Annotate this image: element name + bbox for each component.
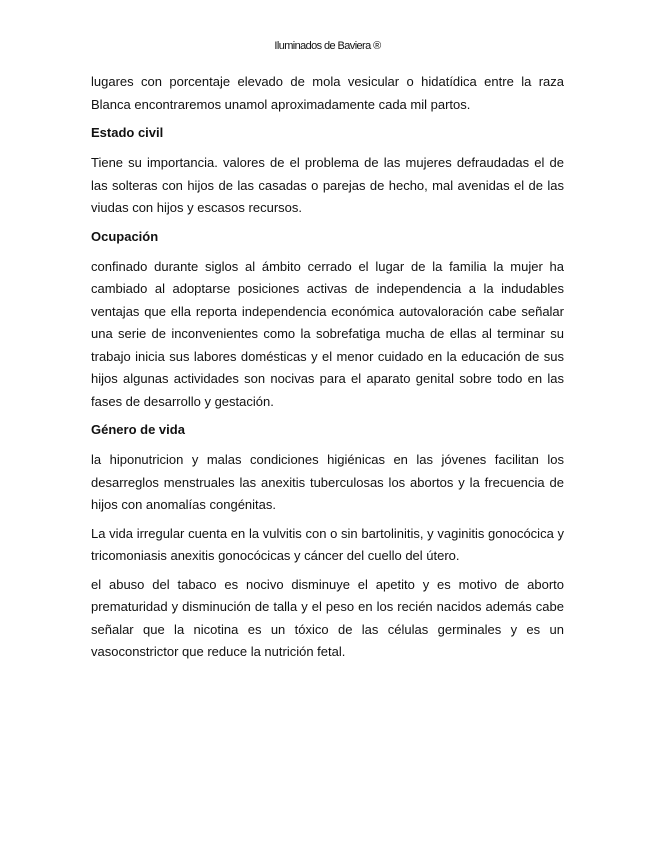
running-header: Iluminados de Baviera ® [274, 40, 381, 52]
section-heading-genero-de-vida: Género de vida [91, 422, 185, 437]
section-heading-ocupacion: Ocupación [91, 228, 159, 244]
paragraph-ocupacion: confinado durante siglos al ámbito cerrado el lugar de la familia la mujer ha cambiado al adoptarse posiciones activas de independencia a la indudables ventajas que ella reporta independencia económica autovaloración cabe señalar una serie de inconvenientes como la sobrefatiga mucha de ellas al terminar su trabajo inicia sus labores domésticas y el menor cuidado en la educación de sus hijos algunas actividades son nocivas para el aparato genital sobre todo en las fases de desarrollo y gestación. [91, 258, 564, 409]
paragraph-estado-civil: Tiene su importancia. valores de el problema de las mujeres defraudadas el de las solteras con hijos de las casadas o parejas de hecho, mal avenidas el de las viudas con hijos y escasos recursos. [91, 155, 564, 215]
paragraph-vida-irregular: La vida irregular cuenta en la vulvitis con o sin bartolinitis, y vaginitis gonocócica y tricomoniasis anexitis gonocócicas y cáncer del cuello del útero. [91, 525, 564, 563]
document-body [91, 71, 564, 670]
section-heading-estado-civil: Estado civil [91, 125, 164, 140]
paragraph-abuso-tabaco: el abuso del tabaco es nocivo disminuye el apetito y es motivo de aborto prematuridad y disminución de talla y el peso en los recién nacidos además cabe señalar que la nicotina es un tóxico de las células germinales y es un vasoconstrictor que reduce la nutrición fetal. [91, 576, 564, 659]
paragraph-mola-vesicular: lugares con porcentaje elevado de mola vesicular o hidatídica entre la raza Blanca encontraremos unamol aproximadamente cada mil partos. [91, 74, 564, 112]
paragraph-hiponutricion: la hiponutricion y malas condiciones higiénicas en las jóvenes facilitan los desarreglos menstruales las anexitis tuberculosas los abortos y la frecuencia de hijos con anomalías congénitas. [91, 452, 564, 512]
